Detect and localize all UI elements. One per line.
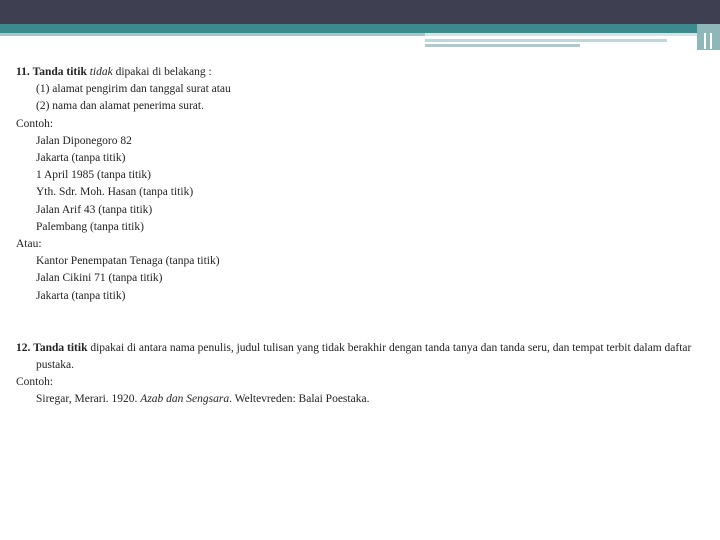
item-11-rest: dipakai di belakang :	[115, 66, 212, 78]
example-post: . Weltevreden: Balai Poestaka.	[229, 393, 370, 406]
decorative-lines	[0, 33, 720, 53]
example-line: Jalan Cikini 71 (tanpa titik)	[36, 272, 163, 285]
example-line: Jalan Arif 43 (tanpa titik)	[36, 203, 153, 216]
item-11-italic: tidak	[89, 66, 113, 78]
accent-bar	[0, 24, 720, 33]
example-line: Kantor Penempatan Tenaga (tanpa titik)	[36, 255, 220, 268]
deco-line-3	[425, 39, 667, 42]
deco-line-6	[710, 33, 712, 49]
header-band	[0, 0, 720, 24]
example-line: Jakarta (tanpa titik)	[36, 289, 126, 302]
item-12-term: Tanda titik	[33, 341, 88, 354]
example-line: 1 April 1985 (tanpa titik)	[36, 169, 151, 182]
item-12-example	[16, 391, 716, 408]
example-line: Jalan Diponegoro 82	[36, 134, 132, 147]
item-12-number: 12.	[16, 341, 31, 354]
deco-line-2	[425, 33, 697, 36]
deco-line-1	[0, 33, 425, 36]
item-11-sub2: (2) nama dan alamat penerima surat.	[36, 100, 204, 113]
item-12-rest: dipakai di antara nama penulis, judul tulisan yang tidak berakhir dengan tanda tanya dan tanda seru, dan tempat terbit dalam daftar pustaka.	[36, 341, 692, 372]
slide-content	[16, 64, 716, 409]
deco-line-4	[425, 44, 580, 47]
item-11-contoh-label: Contoh:	[16, 117, 54, 130]
item-11-number: 11.	[16, 66, 30, 78]
item-11-heading	[16, 64, 716, 81]
item-11-atau-label: Atau:	[16, 238, 42, 251]
item-12-contoh-label: Contoh:	[16, 376, 54, 389]
item-11-term: Tanda titik	[32, 66, 87, 78]
example-title: Azab dan Sengsara	[140, 393, 230, 406]
deco-line-5	[704, 33, 706, 49]
example-pre: Siregar, Merari. 1920.	[36, 393, 138, 406]
example-line: Palembang (tanpa titik)	[36, 220, 144, 233]
item-11-sub1: (1) alamat pengirim dan tanggal surat atau	[36, 83, 231, 96]
example-line: Yth. Sdr. Moh. Hasan (tanpa titik)	[36, 186, 194, 199]
item-12-heading	[16, 340, 720, 374]
example-line: Jakarta (tanpa titik)	[36, 152, 126, 165]
